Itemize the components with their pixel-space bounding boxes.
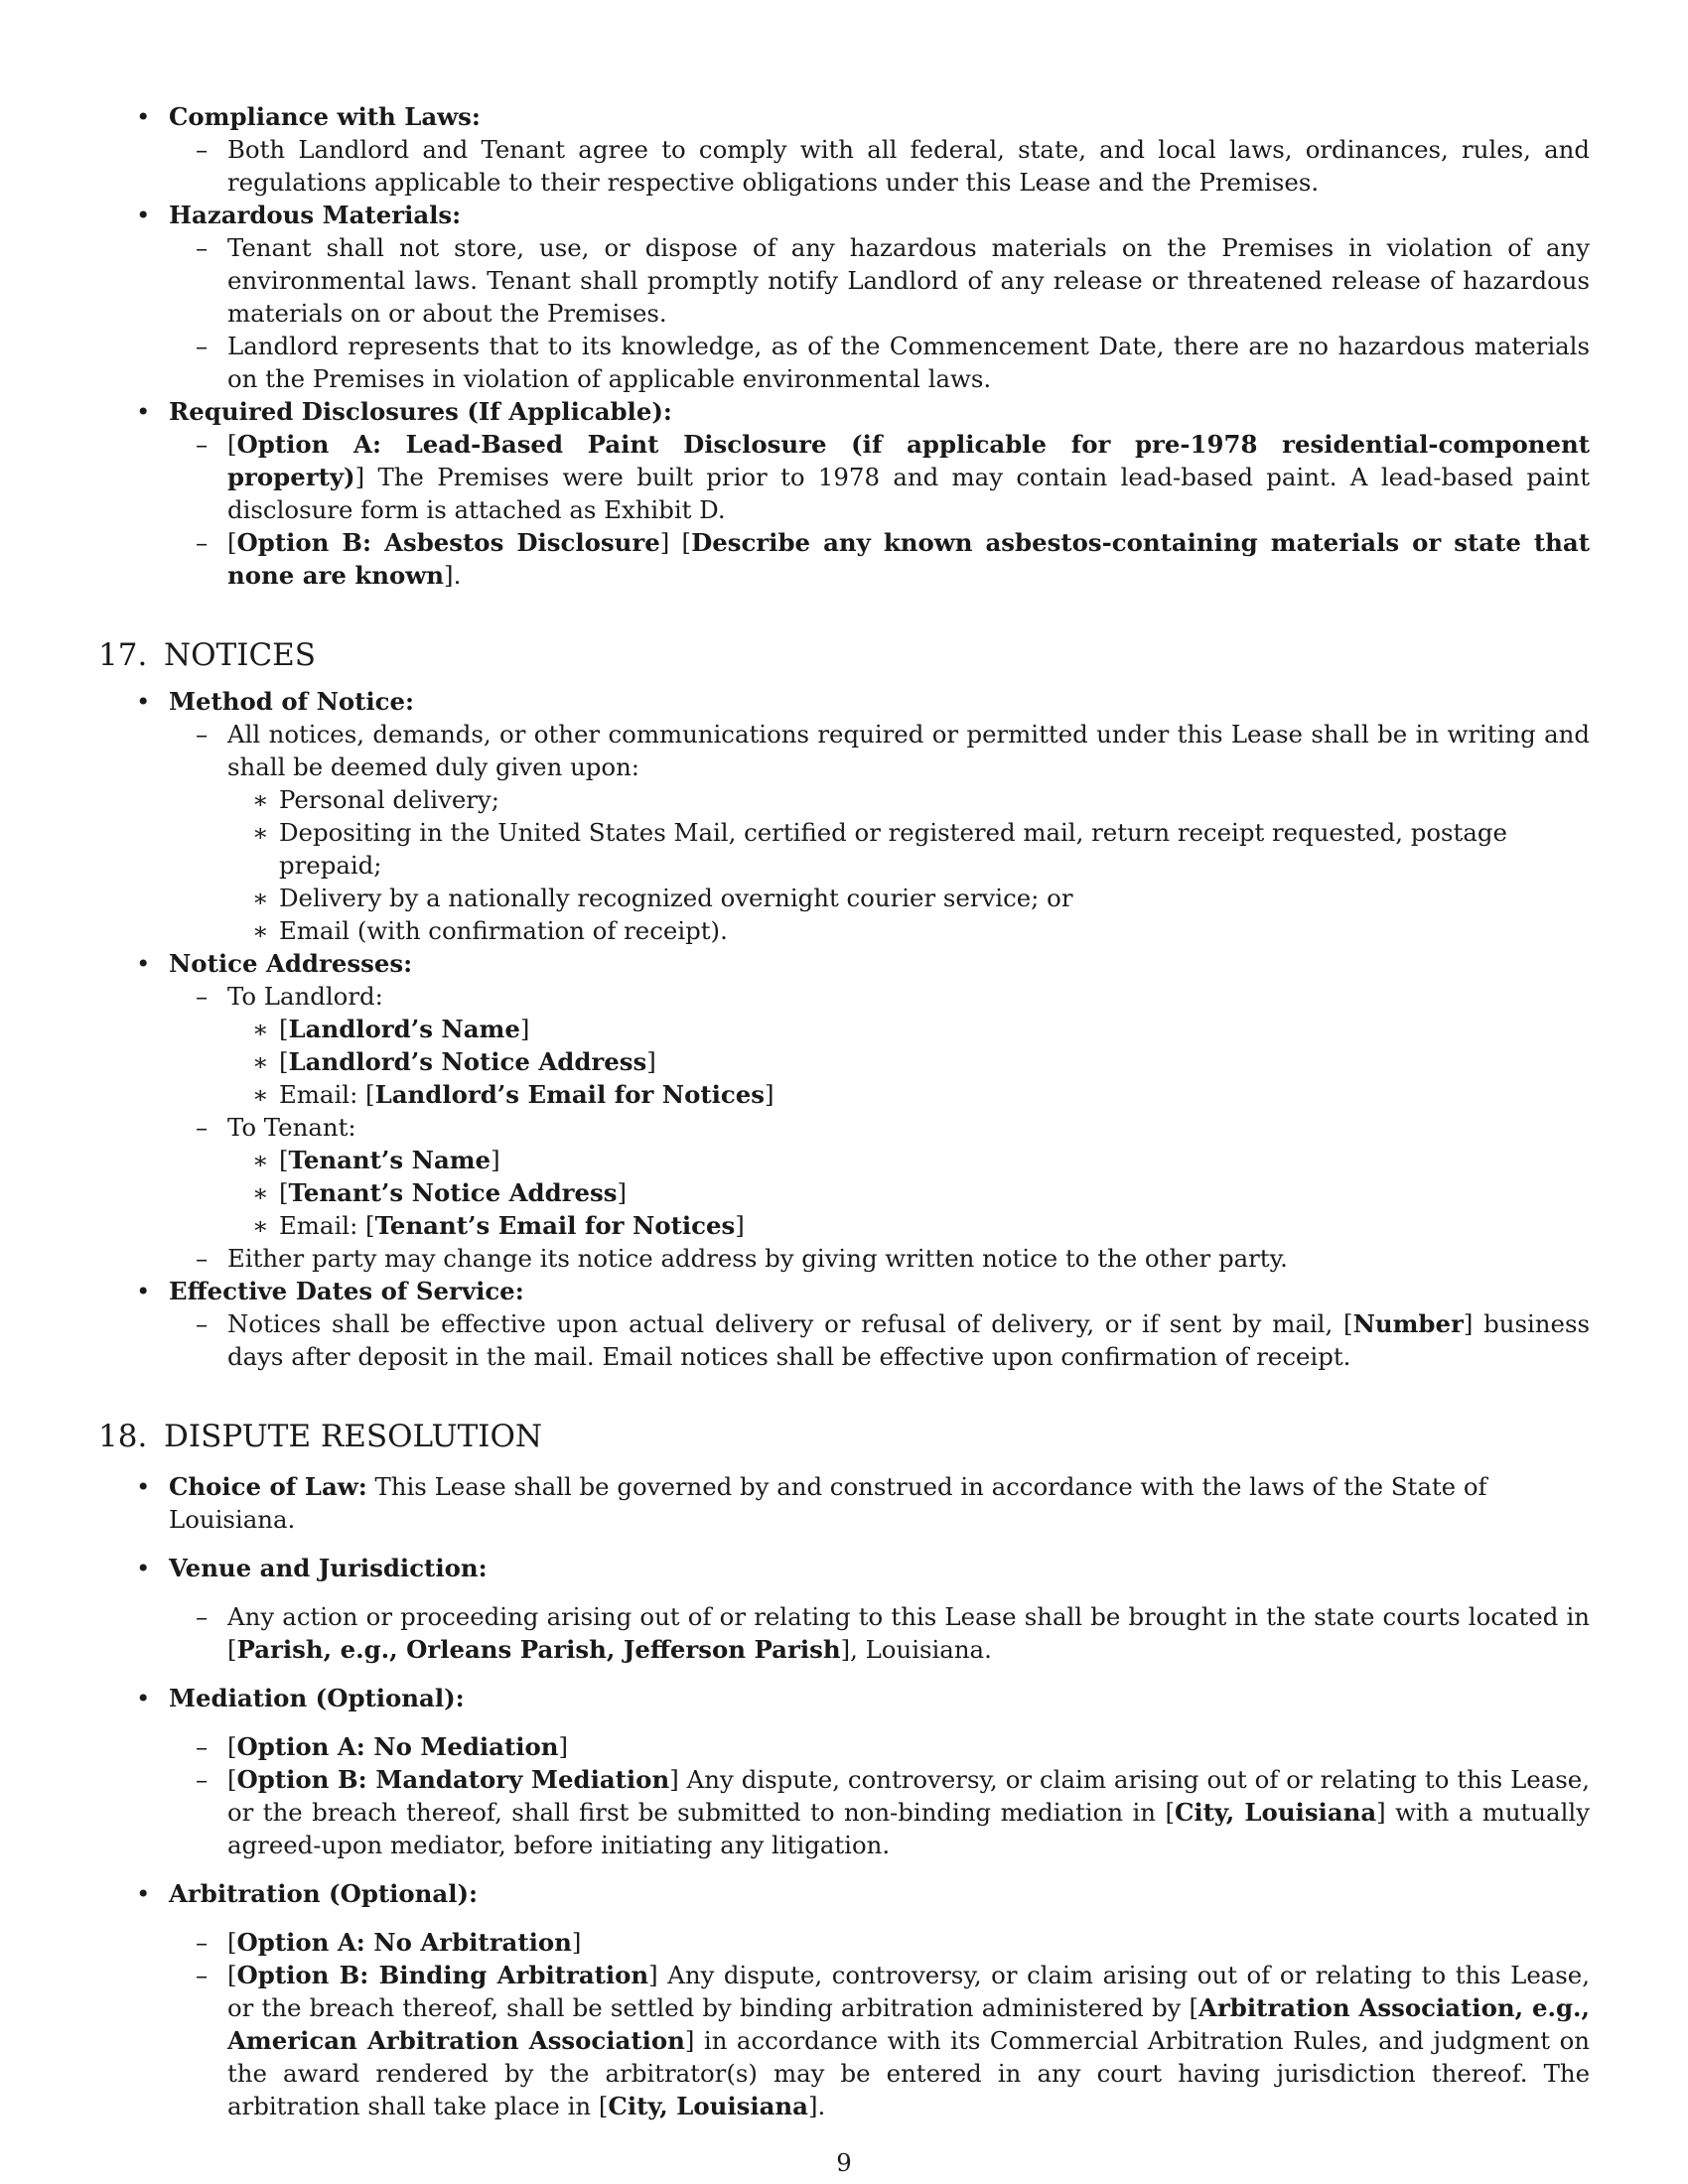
bullet-icon: •	[136, 1554, 151, 1582]
dash-icon: –	[196, 1309, 209, 1338]
list-item-text: Depositing in the United States Mail, certified or registered mail, return receipt requested, postage prepaid;	[279, 818, 1507, 880]
asterisk-icon: ∗	[252, 1080, 269, 1109]
mediation-item	[98, 1682, 1590, 1714]
list-item-text: Delivery by a nationally recognized overnight courier service; or	[279, 884, 1073, 912]
bullet-icon: •	[136, 1879, 151, 1908]
option-label: Option A: Lead-Based Paint Disclosure (if applicable for pre-1978 residential-component property)	[227, 430, 1590, 491]
bullet-icon: •	[136, 397, 151, 426]
arbitration-option-b: – [Option B: Binding Arbitration] Any dispute, controversy, or claim arising out of or relating to this Lease, or the breach thereof, shall be settled by binding arbitration administered by [Arbitration Association, e.g., American Arbitration Association] in accordance with its Commercial Arbitration Rules, and judgment on the award rendered by the arbitrator(s) may be entered in any court having jurisdiction thereof. The arbitration shall take place in [City, Louisiana].	[196, 1961, 1590, 2120]
option-label: Option B: Binding Arbitration	[236, 1961, 649, 1989]
option-label: Option A: No Mediation	[236, 1732, 559, 1761]
section-number: 17.	[98, 637, 148, 673]
placeholder-text: Parish, e.g., Orleans Parish, Jefferson Parish	[236, 1635, 841, 1664]
dash-icon: –	[196, 982, 209, 1011]
section-heading-notices	[98, 635, 1590, 675]
compliance-item	[98, 100, 1590, 133]
dash-icon: –	[196, 1961, 209, 1989]
item-title: Hazardous Materials:	[169, 201, 462, 229]
bullet-icon: •	[136, 1277, 151, 1305]
placeholder-text: Landlord’s Notice Address	[288, 1047, 647, 1076]
bullet-icon: •	[136, 687, 151, 716]
arbitration-item	[98, 1877, 1590, 1910]
address-change-text	[98, 1242, 1590, 1275]
item-title: Method of Notice:	[169, 687, 415, 716]
item-title: Notice Addresses:	[169, 949, 413, 978]
disclosure-option-a: – [Option A: Lead-Based Paint Disclosure (if applicable for pre-1978 residential-component property)] The Premises were built prior to 1978 and may contain lead-based paint. A lead-based paint disclosure form is attached as Exhibit D.	[196, 430, 1590, 524]
asterisk-icon: ∗	[252, 785, 269, 814]
bullet-icon: •	[136, 949, 151, 978]
compliance-text	[98, 133, 1590, 199]
method-option	[98, 914, 1590, 947]
bullet-icon: •	[136, 201, 151, 229]
item-title: Choice of Law:	[169, 1472, 367, 1501]
list-item-text: Email (with confirmation of receipt).	[279, 916, 728, 945]
paragraph-text: with a mutually agreed-upon mediator, before initiating any litigation.	[227, 1798, 1590, 1859]
placeholder-text: Tenant’s Email for Notices	[374, 1211, 736, 1240]
page-number: 9	[836, 2148, 852, 2177]
placeholder-text: City, Louisiana	[1174, 1798, 1377, 1827]
paragraph-text: Either party may change its notice address by giving written notice to the other party.	[227, 1244, 1288, 1273]
placeholder-text: Tenant’s Name	[288, 1146, 492, 1174]
paragraph-text: .	[817, 2092, 826, 2120]
paragraph-text: Any action or proceeding arising out of or relating to this Lease shall be brought in the state courts located in	[227, 1602, 1590, 1631]
effective-text: – Notices shall be effective upon actual delivery or refusal of delivery, or if sent by mail, [Number] business days after deposit in the mail. Email notices shall be effective upon confirmation of receipt.	[196, 1309, 1590, 1371]
disclosure-option-b: – [Option B: Asbestos Disclosure] [Describe any known asbestos-containing materials or state that none are known].	[196, 528, 1590, 590]
dash-icon: –	[196, 1113, 209, 1142]
paragraph-text: in accordance with its Commercial Arbitration Rules, and judgment on the award rendered by the arbitrator(s) may be entered in any court having jurisdiction thereof. The arbitration shall take place in	[227, 2026, 1590, 2120]
landlord-email: ∗ Email: [Landlord’s Email for Notices]	[252, 1080, 774, 1109]
list-item-text: Personal delivery;	[279, 785, 499, 814]
bullet-icon: •	[136, 1472, 151, 1501]
to-landlord	[98, 980, 1590, 1013]
placeholder-text: Landlord’s Email for Notices	[374, 1080, 765, 1109]
placeholder-text: Arbitration Association, e.g., American Arbitration Association	[227, 1993, 1590, 2055]
page-content	[98, 100, 1590, 2122]
dash-icon: –	[196, 1765, 209, 1794]
asterisk-icon: ∗	[252, 884, 269, 912]
option-label: Option A: No Arbitration	[236, 1928, 572, 1957]
paragraph-text: Any dispute, controversy, or claim arising out of or relating to this Lease, or the breach thereof, shall first be submitted to non-binding mediation in	[227, 1765, 1590, 1827]
hazardous-item	[98, 199, 1590, 231]
asterisk-icon: ∗	[252, 1146, 269, 1174]
item-title: Arbitration (Optional):	[169, 1879, 479, 1908]
item-title: Required Disclosures (If Applicable):	[169, 397, 672, 426]
dash-icon: –	[196, 430, 209, 459]
dash-icon: –	[196, 1244, 209, 1273]
paragraph-text: business days after deposit in the mail. Email notices shall be effective upon confirmation of receipt.	[227, 1309, 1590, 1371]
paragraph-text: All notices, demands, or other communications required or permitted under this Lease shall be in writing and shall be deemed duly given upon:	[227, 720, 1590, 781]
item-title: Compliance with Laws:	[169, 102, 481, 131]
placeholder-text: Number	[1352, 1309, 1464, 1338]
addresses-item	[98, 947, 1590, 980]
venue-item	[98, 1552, 1590, 1584]
section-heading-dispute-resolution	[98, 1417, 1590, 1456]
dash-icon: –	[196, 1928, 209, 1957]
paragraph-text: , Louisiana.	[850, 1635, 992, 1664]
effective-item	[98, 1275, 1590, 1307]
asterisk-icon: ∗	[252, 1178, 269, 1207]
option-label: Option B: Mandatory Mediation	[236, 1765, 670, 1794]
asterisk-icon: ∗	[252, 1211, 269, 1240]
paragraph-text: Notices shall be effective upon actual delivery or refusal of delivery, or if sent by mail,	[227, 1309, 1334, 1338]
bullet-icon: •	[136, 102, 151, 131]
paragraph-text: To Tenant:	[227, 1113, 356, 1142]
placeholder-text: Describe any known asbestos-containing materials or state that none are known	[227, 528, 1590, 590]
dash-icon: –	[196, 332, 209, 360]
tenant-email: ∗ Email: [Tenant’s Email for Notices]	[252, 1211, 745, 1240]
method-option	[98, 783, 1590, 816]
paragraph-text: Both Landlord and Tenant agree to comply with all federal, state, and local laws, ordinances, rules, and regulations applicable to their respective obligations under this Lease and the Premises.	[227, 135, 1590, 197]
section-title: NOTICES	[164, 637, 317, 673]
hazardous-text-2	[98, 330, 1590, 395]
asterisk-icon: ∗	[252, 818, 269, 847]
section-title: DISPUTE RESOLUTION	[164, 1419, 543, 1454]
item-title: Venue and Jurisdiction:	[169, 1554, 488, 1582]
paragraph-text: Any dispute, controversy, or claim arising out of or relating to this Lease, or the breach thereof, shall be settled by binding arbitration administered by	[227, 1961, 1590, 2022]
dash-icon: –	[196, 1602, 209, 1631]
hazardous-text-1	[98, 231, 1590, 330]
dash-icon: –	[196, 720, 209, 749]
dash-icon: –	[196, 233, 209, 262]
dash-icon: –	[196, 528, 209, 557]
disclosures-item	[98, 395, 1590, 428]
method-option	[98, 882, 1590, 914]
paragraph-text: This Lease shall be governed by and construed in accordance with the laws of the State of Louisiana.	[169, 1472, 1487, 1534]
method-text	[98, 718, 1590, 783]
mediation-option-b: – [Option B: Mandatory Mediation] Any dispute, controversy, or claim arising out of or relating to this Lease, or the breach thereof, shall first be submitted to non-binding mediation in [City, Louisiana] with a mutually agreed-upon mediator, before initiating any litigation.	[196, 1765, 1590, 1859]
venue-text: – Any action or proceeding arising out of or relating to this Lease shall be brought in the state courts located in [Parish, e.g., Orleans Parish, Jefferson Parish], Louisiana.	[196, 1602, 1590, 1664]
mediation-option-a: – [Option A: No Mediation]	[196, 1732, 569, 1761]
paragraph-text: Tenant shall not store, use, or dispose of any hazardous materials on the Premises in violation of any environmental laws. Tenant shall promptly notify Landlord of any release or threatened release of hazardous materials on or about the Premises.	[227, 233, 1590, 328]
tenant-address: ∗ [Tenant’s Notice Address]	[252, 1178, 628, 1207]
landlord-address: ∗ [Landlord’s Notice Address]	[252, 1047, 656, 1076]
option-label: Option B: Asbestos Disclosure	[236, 528, 660, 557]
arbitration-option-a: – [Option A: No Arbitration]	[196, 1928, 582, 1957]
dash-icon: –	[196, 1732, 209, 1761]
section-number: 18.	[98, 1419, 148, 1454]
choice-of-law-item	[98, 1470, 1590, 1536]
method-item	[98, 685, 1590, 718]
landlord-name: ∗ [Landlord’s Name]	[252, 1015, 530, 1043]
asterisk-icon: ∗	[252, 1015, 269, 1043]
asterisk-icon: ∗	[252, 1047, 269, 1076]
placeholder-text: Tenant’s Notice Address	[288, 1178, 618, 1207]
method-option	[98, 816, 1590, 882]
bullet-icon: •	[136, 1684, 151, 1712]
tenant-name: ∗ [Tenant’s Name]	[252, 1146, 500, 1174]
email-label: Email:	[279, 1211, 358, 1240]
item-title: Effective Dates of Service:	[169, 1277, 524, 1305]
placeholder-text: Landlord’s Name	[288, 1015, 520, 1043]
paragraph-text: The Premises were built prior to 1978 and may contain lead-based paint. A lead-based paint disclosure form is attached as Exhibit D.	[227, 463, 1590, 524]
email-label: Email:	[279, 1080, 358, 1109]
asterisk-icon: ∗	[252, 916, 269, 945]
paragraph-text: Landlord represents that to its knowledge, as of the Commencement Date, there are no hazardous materials on the Premises in violation of applicable environmental laws.	[227, 332, 1590, 393]
item-title: Mediation (Optional):	[169, 1684, 465, 1712]
to-tenant	[98, 1111, 1590, 1144]
paragraph-text: To Landlord:	[227, 982, 383, 1011]
dash-icon: –	[196, 135, 209, 164]
placeholder-text: City, Louisiana	[608, 2092, 808, 2120]
